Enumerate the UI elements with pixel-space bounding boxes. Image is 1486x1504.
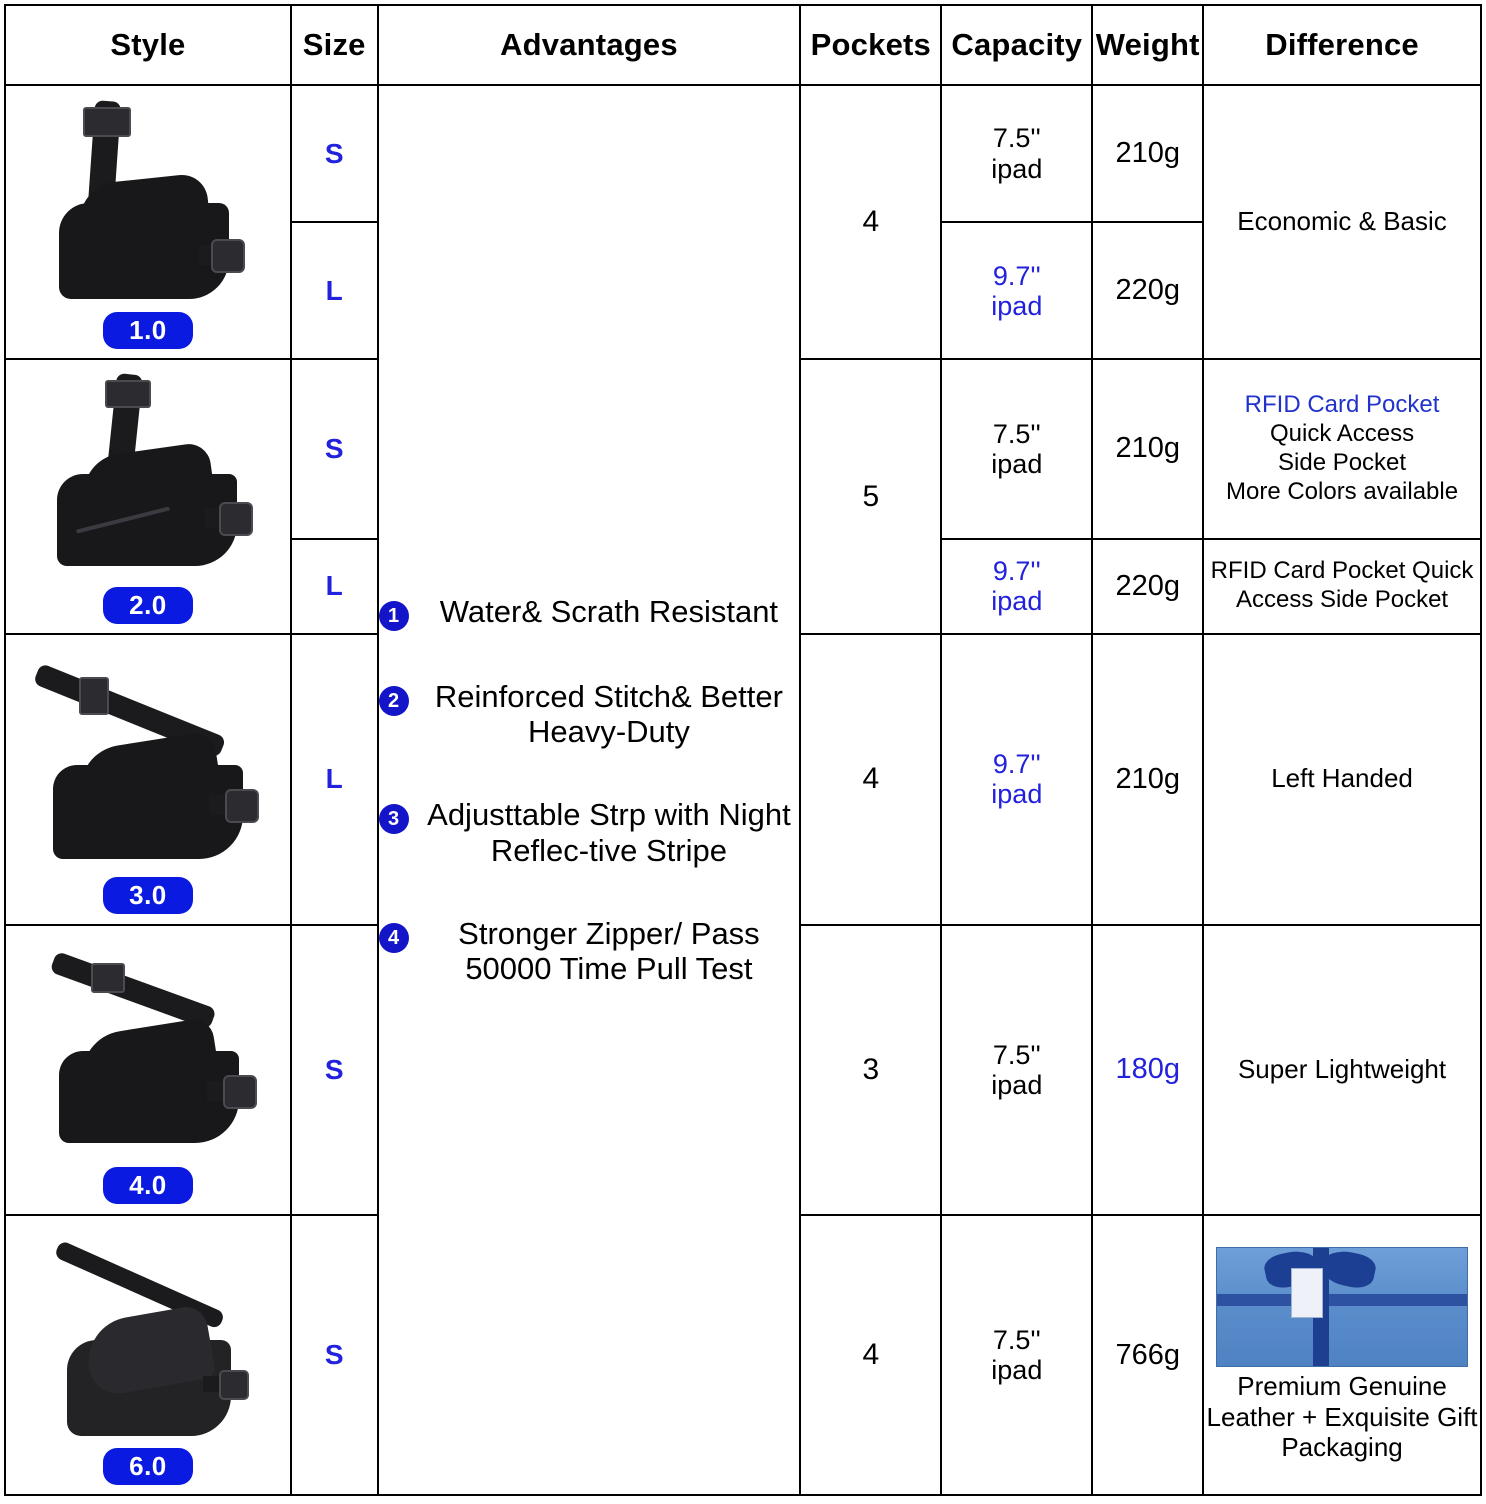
weight-cell: 220g bbox=[1092, 222, 1203, 359]
capacity-cell bbox=[941, 85, 1092, 222]
capacity-line-2: ipad bbox=[991, 779, 1043, 810]
advantage-item-2 bbox=[379, 679, 800, 750]
advantages-cell bbox=[378, 85, 801, 1495]
gift-ribbon-horizontal bbox=[1217, 1294, 1467, 1306]
difference-text: Economic & Basic bbox=[1237, 206, 1447, 237]
difference-line: More Colors available bbox=[1225, 477, 1459, 505]
difference-highlight: RFID Card Pocket bbox=[1244, 391, 1440, 419]
advantage-text: Water& Scrath Resistant bbox=[439, 593, 779, 629]
weight-value: 180g bbox=[1115, 1053, 1180, 1086]
advantage-text: Reinforced Stitch& Better Heavy-Duty bbox=[434, 678, 783, 749]
style-cell-3 bbox=[5, 634, 291, 925]
weight-cell bbox=[1092, 925, 1203, 1216]
capacity-cell bbox=[941, 359, 1092, 538]
capacity-cell bbox=[941, 222, 1092, 359]
size-cell: L bbox=[291, 634, 378, 925]
size-cell: L bbox=[291, 222, 378, 359]
size-cell: S bbox=[291, 1215, 378, 1495]
difference-line: Side Pocket bbox=[1278, 448, 1407, 476]
size-cell: S bbox=[291, 85, 378, 222]
style-badge: 4.0 bbox=[103, 1167, 193, 1204]
weight-cell: 210g bbox=[1092, 634, 1203, 925]
difference-line: Quick Access bbox=[1270, 420, 1415, 448]
difference-text: Left Handed bbox=[1271, 763, 1413, 794]
style-cell-4 bbox=[5, 925, 291, 1216]
capacity-line-2: ipad bbox=[991, 290, 1043, 321]
gift-box-image bbox=[1216, 1247, 1468, 1367]
header-size: Size bbox=[291, 5, 378, 85]
gift-tag bbox=[1291, 1268, 1323, 1318]
capacity-line-1: 7.5'' bbox=[992, 123, 1041, 154]
bag-image-3 bbox=[23, 645, 273, 875]
bag-image-1 bbox=[23, 95, 273, 310]
advantage-number-icon: 4 bbox=[379, 923, 409, 953]
size-cell: L bbox=[291, 539, 378, 634]
advantage-item-1 bbox=[379, 594, 800, 631]
advantage-text: Adjusttable Strp with Night Reflec-tive Stripe bbox=[427, 797, 791, 868]
capacity-line-1: 9.7'' bbox=[992, 260, 1041, 291]
capacity-line-2: ipad bbox=[991, 1355, 1043, 1386]
weight-cell: 210g bbox=[1092, 85, 1203, 222]
weight-cell: 210g bbox=[1092, 359, 1203, 538]
difference-text: Premium Genuine Leather + Exquisite Gift Packaging bbox=[1206, 1371, 1478, 1463]
bag-image-4 bbox=[23, 935, 273, 1165]
style-badge: 2.0 bbox=[103, 587, 193, 624]
difference-cell bbox=[1203, 925, 1481, 1216]
style-cell-6 bbox=[5, 1215, 291, 1495]
style-badge: 6.0 bbox=[103, 1448, 193, 1485]
capacity-line-2: ipad bbox=[991, 153, 1043, 184]
comparison-sheet bbox=[0, 4, 1486, 1504]
advantage-text: Stronger Zipper/ Pass 50000 Time Pull Test bbox=[458, 915, 760, 987]
advantage-number-icon: 2 bbox=[379, 686, 409, 716]
capacity-line-1: 7.5'' bbox=[992, 1039, 1041, 1070]
difference-cell bbox=[1203, 359, 1481, 538]
difference-cell bbox=[1203, 85, 1481, 359]
weight-cell: 220g bbox=[1092, 539, 1203, 634]
header-pockets: Pockets bbox=[800, 5, 941, 85]
style-cell-1 bbox=[5, 85, 291, 359]
size-cell: S bbox=[291, 925, 378, 1216]
capacity-line-2: ipad bbox=[991, 586, 1043, 617]
difference-text: Super Lightweight bbox=[1237, 1053, 1447, 1084]
capacity-cell bbox=[941, 634, 1092, 925]
table-row bbox=[5, 85, 1481, 222]
advantage-item-4 bbox=[379, 916, 800, 987]
capacity-line-1: 9.7'' bbox=[992, 556, 1041, 586]
capacity-line-2: ipad bbox=[991, 1069, 1043, 1100]
pockets-cell: 5 bbox=[800, 359, 941, 633]
difference-cell bbox=[1203, 1215, 1481, 1495]
weight-cell: 766g bbox=[1092, 1215, 1203, 1495]
header-weight: Weight bbox=[1092, 5, 1203, 85]
difference-cell: RFID Card Pocket Quick Access Side Pocket bbox=[1203, 539, 1481, 634]
header-difference: Difference bbox=[1203, 5, 1481, 85]
difference-cell bbox=[1203, 634, 1481, 925]
capacity-line-2: ipad bbox=[991, 448, 1043, 479]
capacity-line-1: 7.5'' bbox=[992, 418, 1041, 449]
table-header-row bbox=[5, 5, 1481, 85]
header-advantages: Advantages bbox=[378, 5, 801, 85]
style-badge: 1.0 bbox=[103, 312, 193, 349]
pockets-cell: 3 bbox=[800, 925, 941, 1216]
style-cell-2 bbox=[5, 359, 291, 633]
capacity-cell bbox=[941, 539, 1092, 634]
header-capacity: Capacity bbox=[941, 5, 1092, 85]
size-cell: S bbox=[291, 359, 378, 538]
pockets-cell: 4 bbox=[800, 1215, 941, 1495]
bag-image-2 bbox=[23, 370, 273, 585]
header-style: Style bbox=[5, 5, 291, 85]
capacity-line-1: 9.7'' bbox=[992, 749, 1041, 779]
advantage-number-icon: 3 bbox=[379, 804, 409, 834]
style-badge: 3.0 bbox=[103, 877, 193, 914]
capacity-cell bbox=[941, 925, 1092, 1216]
bag-image-6 bbox=[23, 1226, 273, 1446]
pockets-cell: 4 bbox=[800, 634, 941, 925]
capacity-cell bbox=[941, 1215, 1092, 1495]
pockets-cell: 4 bbox=[800, 85, 941, 359]
advantage-number-icon: 1 bbox=[379, 601, 409, 631]
product-comparison-table bbox=[4, 4, 1482, 1496]
advantage-item-3 bbox=[379, 797, 800, 868]
capacity-line-1: 7.5'' bbox=[992, 1324, 1041, 1355]
